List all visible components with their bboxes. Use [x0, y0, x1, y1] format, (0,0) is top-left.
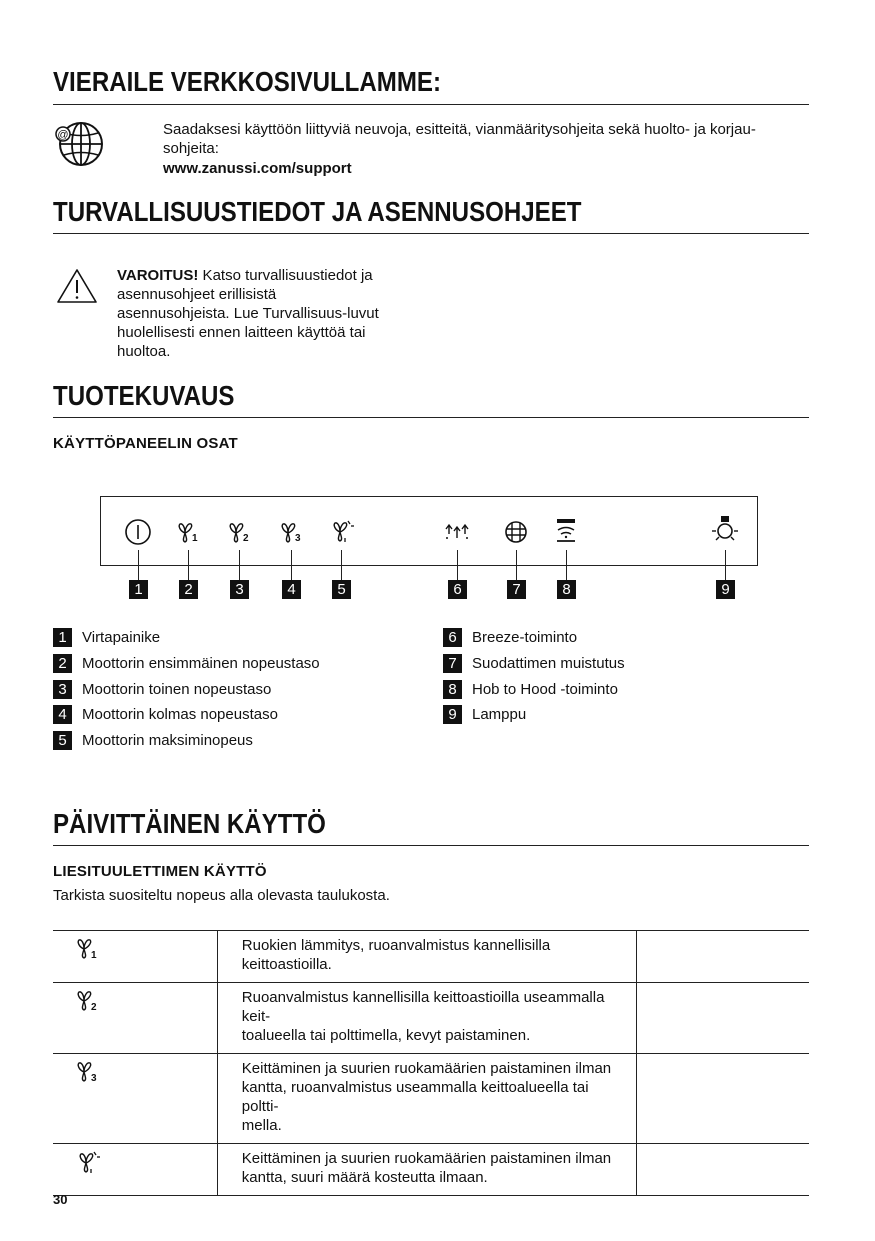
filter-reminder-icon [504, 520, 528, 544]
pointer-line [291, 550, 292, 581]
table-icon-cell [53, 983, 217, 1054]
legend-label: Moottorin ensimmäinen nopeustaso [82, 655, 320, 672]
panel-number-5: 5 [332, 580, 351, 599]
legend-label: Moottorin maksiminopeus [82, 732, 253, 749]
description-line: Keittäminen ja suurien ruokamäärien paistaminen ilman [241, 1150, 612, 1167]
legend-number: 7 [443, 654, 462, 673]
warning-text [117, 266, 417, 361]
legend-label: Moottorin kolmas nopeustaso [82, 706, 278, 723]
description-line: Ruokien lämmitys, ruoanvalmistus kannellisilla keittoastioilla. [241, 937, 551, 973]
pointer-line [457, 550, 458, 581]
legend-number: 2 [53, 654, 72, 673]
heading-rule [53, 845, 809, 846]
legend-item [443, 654, 625, 673]
legend-item [53, 731, 253, 750]
fan-speed-3-icon [75, 1060, 101, 1084]
table-icon-cell [53, 1054, 217, 1144]
legend-item [443, 680, 618, 699]
hob-to-hood-icon [554, 518, 578, 544]
description-line: kantta, ruoanvalmistus useammalla keittoalueella tai poltti- [241, 1079, 589, 1115]
fan-max-speed-icon [329, 519, 355, 545]
page-number: 30 [53, 1192, 68, 1207]
pointer-line [138, 550, 139, 581]
heading-rule [53, 417, 809, 418]
svg-text:3: 3 [91, 1073, 97, 1084]
warning-line: asennusohjeista. Lue Turvallisuus-luvut [117, 305, 379, 322]
description-line: toalueella tai polttimella, kevyt paistaminen. [241, 1027, 531, 1044]
visit-heading: VIERAILE VERKKOSIVULLAMME: [53, 66, 441, 97]
support-url[interactable]: www.zanussi.com/support [163, 160, 352, 177]
table-row [53, 983, 809, 1054]
legend-item [443, 705, 526, 724]
fan-speed-2-icon [227, 521, 253, 545]
table-row [53, 1054, 809, 1144]
svg-text:1: 1 [192, 533, 198, 544]
pointer-line [516, 550, 517, 581]
table-description [217, 931, 636, 983]
svg-text:3: 3 [295, 533, 301, 544]
description-line: kantta, suuri määrä kosteutta ilmaan. [241, 1169, 488, 1186]
legend-item [443, 628, 577, 647]
control-panel-subheading: KÄYTTÖPANEELIN OSAT [53, 435, 238, 452]
legend-label: Virtapainike [82, 629, 161, 646]
panel-number-9: 9 [716, 580, 735, 599]
legend-number: 3 [53, 680, 72, 699]
legend-item [53, 628, 160, 647]
legend-item [53, 654, 320, 673]
legend-item [53, 705, 278, 724]
warning-line: huolellisesti ennen laitteen käyttöä tai [117, 324, 366, 341]
speed-table [53, 930, 809, 1196]
fan-speed-1-icon [75, 937, 101, 961]
table-empty-cell [636, 931, 809, 983]
fan-max-speed-icon [75, 1150, 101, 1176]
legend-label: Hob to Hood -toiminto [472, 681, 618, 698]
fan-speed-2-icon [75, 989, 101, 1013]
legend-label: Lamppu [472, 706, 527, 723]
table-icon-cell [53, 931, 217, 983]
table-description [217, 983, 636, 1054]
globe-web-icon [54, 121, 104, 167]
panel-number-2: 2 [179, 580, 198, 599]
legend-number: 5 [53, 731, 72, 750]
panel-number-4: 4 [282, 580, 301, 599]
intro-text: Tarkista suositeltu nopeus alla olevasta taulukosta. [53, 887, 390, 904]
table-icon-cell [53, 1144, 217, 1196]
visit-text [163, 120, 803, 158]
legend-number: 4 [53, 705, 72, 724]
heading-rule [53, 104, 809, 105]
pointer-line [239, 550, 240, 581]
pointer-line [725, 550, 726, 581]
description-line: Keittäminen ja suurien ruokamäärien paistaminen ilman [241, 1060, 612, 1077]
warning-line: Katso turvallisuustiedot ja [198, 267, 373, 284]
table-description [217, 1144, 636, 1196]
safety-heading: TURVALLISUUSTIEDOT JA ASENNUSOHJEET [53, 196, 582, 227]
daily-use-heading: PÄIVITTÄINEN KÄYTTÖ [53, 808, 326, 839]
breeze-icon [444, 520, 470, 542]
panel-number-6: 6 [448, 580, 467, 599]
pointer-line [566, 550, 567, 581]
table-row [53, 1144, 809, 1196]
visit-text-line1: Saadaksesi käyttöön liittyviä neuvoja, esitteitä, vianmääritysohjeita sekä huolto- ja korjau- [163, 121, 756, 138]
legend-number: 8 [443, 680, 462, 699]
legend-label: Breeze-toiminto [472, 629, 578, 646]
panel-number-3: 3 [230, 580, 249, 599]
lamp-icon [710, 514, 740, 546]
legend-item [53, 680, 271, 699]
power-button-icon [124, 518, 152, 546]
legend-number: 6 [443, 628, 462, 647]
warning-line: asennusohjeet erillisistä [117, 286, 277, 303]
legend-label: Moottorin toinen nopeustaso [82, 681, 272, 698]
svg-text:2: 2 [91, 1002, 97, 1013]
pointer-line [341, 550, 342, 581]
product-heading: TUOTEKUVAUS [53, 380, 235, 411]
svg-text:2: 2 [243, 533, 249, 544]
description-line: Ruoanvalmistus kannellisilla keittoastioilla useammalla keit- [241, 989, 605, 1025]
table-empty-cell [636, 1144, 809, 1196]
table-empty-cell [636, 1054, 809, 1144]
legend-number: 9 [443, 705, 462, 724]
svg-text:1: 1 [91, 950, 97, 961]
hood-use-subheading: LIESITUULETTIMEN KÄYTTÖ [53, 863, 267, 880]
visit-text-line2: sohjeita: [163, 140, 219, 157]
panel-number-7: 7 [507, 580, 526, 599]
fan-speed-3-icon [279, 521, 305, 545]
fan-speed-1-icon [176, 521, 202, 545]
table-empty-cell [636, 983, 809, 1054]
description-line: mella. [241, 1117, 282, 1134]
panel-number-8: 8 [557, 580, 576, 599]
heading-rule [53, 233, 809, 234]
table-row [53, 931, 809, 983]
legend-label: Suodattimen muistutus [472, 655, 625, 672]
legend-number: 1 [53, 628, 72, 647]
pointer-line [188, 550, 189, 581]
table-description [217, 1054, 636, 1144]
warning-triangle-icon [56, 268, 98, 304]
svg-text:@: @ [57, 129, 69, 141]
warning-line: huoltoa. [117, 343, 171, 360]
panel-number-1: 1 [129, 580, 148, 599]
warning-label: VAROITUS! [117, 267, 199, 284]
